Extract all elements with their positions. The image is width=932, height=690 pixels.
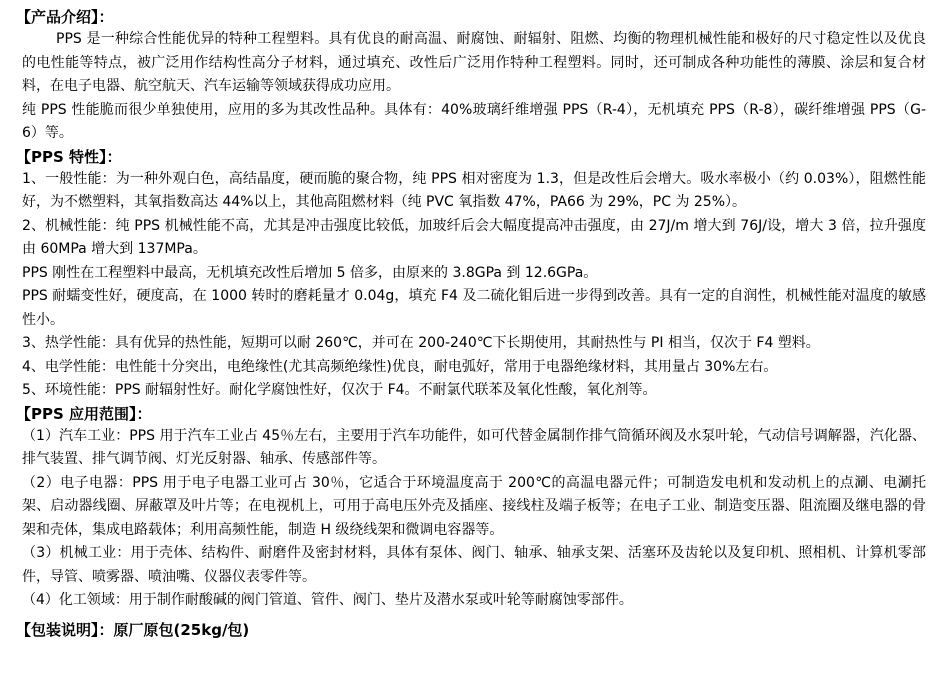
applications-heading: 【PPS 应用范围】： [16,404,152,423]
property-item: 3、热学性能：具有优异的热性能，短期可以耐 260℃，并可在 200-240℃下长期使用，其耐热性与 PI 相当，仅次于 F4 塑料。 [22,335,820,351]
property-item: PPS 耐蠕变性好，硬度高，在 1000 转时的磨耗量才 0.04g，填充 F4 及二硫化钼后进一步得到改善。具有一定的自润性，机械性能对温度的敏感性小。 [22,288,926,328]
application-item: （3）机械工业：用于壳体、结构件、耐磨件及密封材料，具体有泵体、阀门、轴承、轴承支架、活塞环及齿轮以及复印机、照相机、计算机零部件，导管、喷雾器、喷油嘴、仪器仪表零件等。 [22,545,926,585]
intro-heading: 【产品介绍】： [16,8,114,26]
property-item: 4、电学性能：电性能十分突出，电绝缘性(尤其高频绝缘性)优良，耐电弧好，常用于电器绝缘材料，其用量占 30%左右。 [22,358,778,375]
packaging-heading: 【包装说明】：原厂原包(25kg/包) [16,620,250,639]
application-item: （1）汽车工业：PPS 用于汽车工业占 45％左右，主要用于汽车功能件，如可代替金属制作排气筒循环阀及水泵叶轮，气动信号调解器，汽化器、排气装置、排气调节阀、灯光反射器、轴承、传感部件等。 [22,427,926,467]
properties-heading: 【PPS 特性】： [16,147,122,166]
property-item: PPS 刚性在工程塑料中最高，无机填充改性后增加 5 倍多，由原来的 3.8GPa 到 12.6GPa。 [22,264,598,281]
property-item: 2、机械性能：纯 PPS 机械性能不高，尤其是冲击强度比较低，加玻纤后会大幅度提高冲击强度，由 27J/m 增大到 76J/设，增大 3 倍，拉升强度由 60MPa 增大到 137MPa。 [22,217,926,257]
application-item: （4）化工领域：用于制作耐酸碱的阀门管道、管件、阀门、垫片及潜水泵或叶轮等耐腐蚀零部件。 [22,592,633,608]
property-item: 1、一般性能：为一种外观白色，高结晶度，硬而脆的聚合物，纯 PPS 相对密度为 1.3，但是改性后会增大。吸水率极小（约 0.03%），阻燃性能好，为不燃塑料，其氧指数高达 44%以上，其他高阻燃材料（纯 PVC 氧指数 47%，PA66 为 29%，PC 为 25%）。 [22,170,926,210]
intro-paragraph: 纯 PPS 性能脆而很少单独使用，应用的多为其改性品种。具体有：40%玻璃纤维增强 PPS（R-4），无机填充 PPS（R-8），碳纤维增强 PPS（G-6）等。 [22,101,926,141]
intro-paragraph: PPS 是一种综合性能优异的特种工程塑料。具有优良的耐高温、耐腐蚀、耐辐射、阻燃、均衡的物理机械性能和极好的尺寸稳定性以及优良的电性能等特点，被广泛用作结构性高分子材料，通过填充、改性后广泛用作特种工程塑料。同时，还可制成各种功能性的薄膜、涂层和复合材料，在电子电器、航空航天、汽车运输等领域获得成功应用。 [22,31,926,94]
property-item: 5、环境性能：PPS 耐辐射性好。耐化学腐蚀性好，仅次于 F4。不耐氯代联苯及氧化性酸，氧化剂等。 [22,382,657,398]
application-item: （2）电子电器：PPS 用于电子电器工业可占 30％，它适合于环境温度高于 200℃的高温电器元件；可制造发电机和发动机上的点涮、电涮托架、启动器线圈、屏蔽罩及叶片等；在电视机上，可用于高电压外壳及插座、接线柱及端子板等；在电子工业、制造变压器、阻流圈及继电器的骨架和壳体，集成电路载体；利用高频性能，制造 H 级绕线架和微调电容器等。 [22,474,926,538]
